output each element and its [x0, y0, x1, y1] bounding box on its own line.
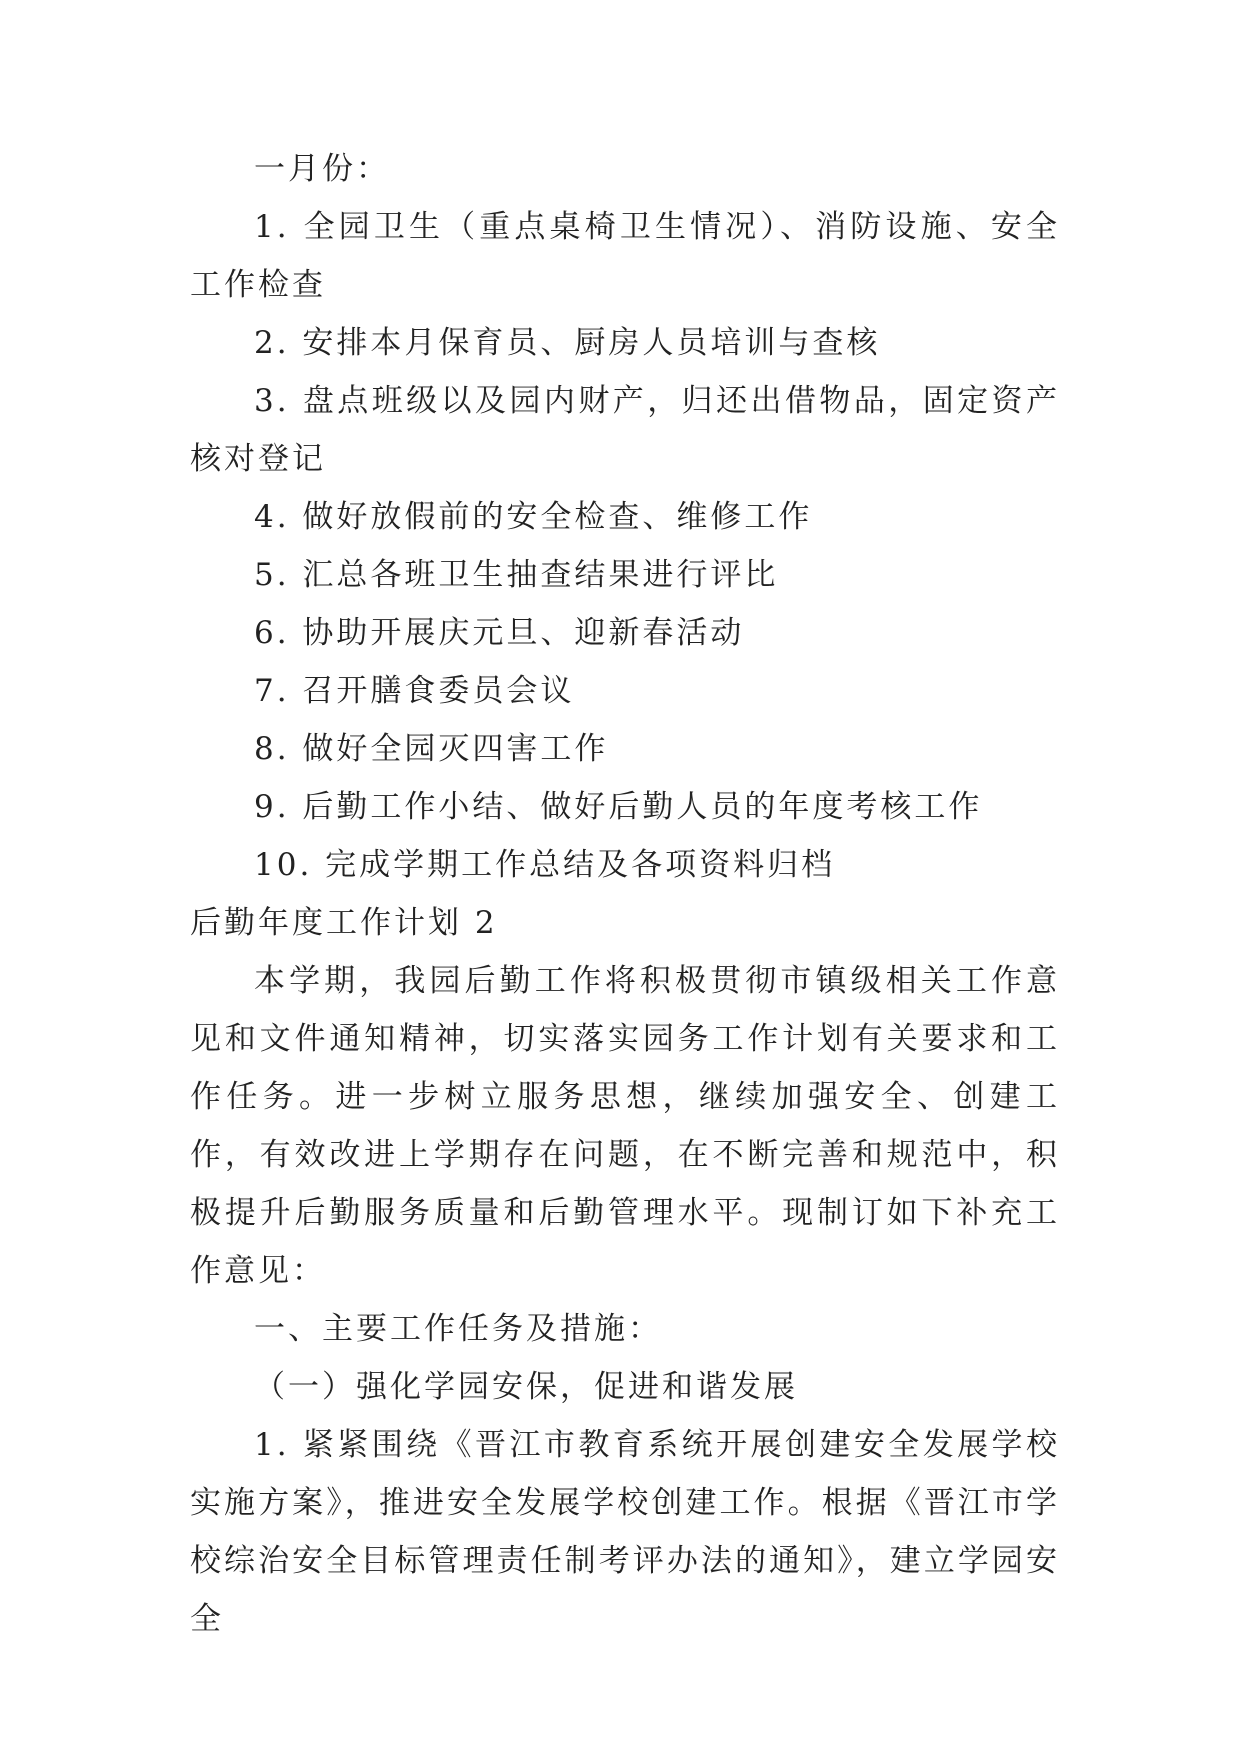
document-page: [190, 140, 1060, 1648]
list-item: 4. 做好放假前的安全检查、维修工作: [254, 499, 813, 535]
list-item: 8. 做好全园灭四害工作: [254, 731, 609, 767]
body-paragraph: 1. 紧紧围绕《晋江市教育系统开展创建安全发展学校实施方案》，推进安全发展学校创建工作。根据《晋江市学校综治安全目标管理责任制考评办法的通知》，建立学园安全: [190, 1427, 1060, 1637]
month-heading: 一月份：: [254, 151, 390, 187]
section-heading: 一、主要工作任务及措施：: [254, 1311, 662, 1347]
list-item: 3. 盘点班级以及园内财产，归还出借物品，固定资产核对登记: [190, 383, 1060, 477]
list-item: 9. 后勤工作小结、做好后勤人员的年度考核工作: [254, 789, 983, 825]
list-item: 1. 全园卫生（重点桌椅卫生情况）、消防设施、安全工作检查: [190, 209, 1060, 303]
section-title: 后勤年度工作计划 2: [190, 905, 498, 941]
list-item: 6. 协助开展庆元旦、迎新春活动: [254, 615, 745, 651]
list-item: 2. 安排本月保育员、厨房人员培训与查核: [254, 325, 881, 361]
intro-paragraph: 本学期，我园后勤工作将积极贯彻市镇级相关工作意见和文件通知精神，切实落实园务工作计划有关要求和工作任务。进一步树立服务思想，继续加强安全、创建工作，有效改进上学期存在问题，在不断完善和规范中，积极提升后勤服务质量和后勤管理水平。现制订如下补充工作意见：: [190, 963, 1060, 1289]
list-item: 10. 完成学期工作总结及各项资料归档: [254, 847, 836, 883]
subsection-heading: （一）强化学园安保，促进和谐发展: [254, 1369, 798, 1405]
list-item: 5. 汇总各班卫生抽查结果进行评比: [254, 557, 779, 593]
list-item: 7. 召开膳食委员会议: [254, 673, 575, 709]
